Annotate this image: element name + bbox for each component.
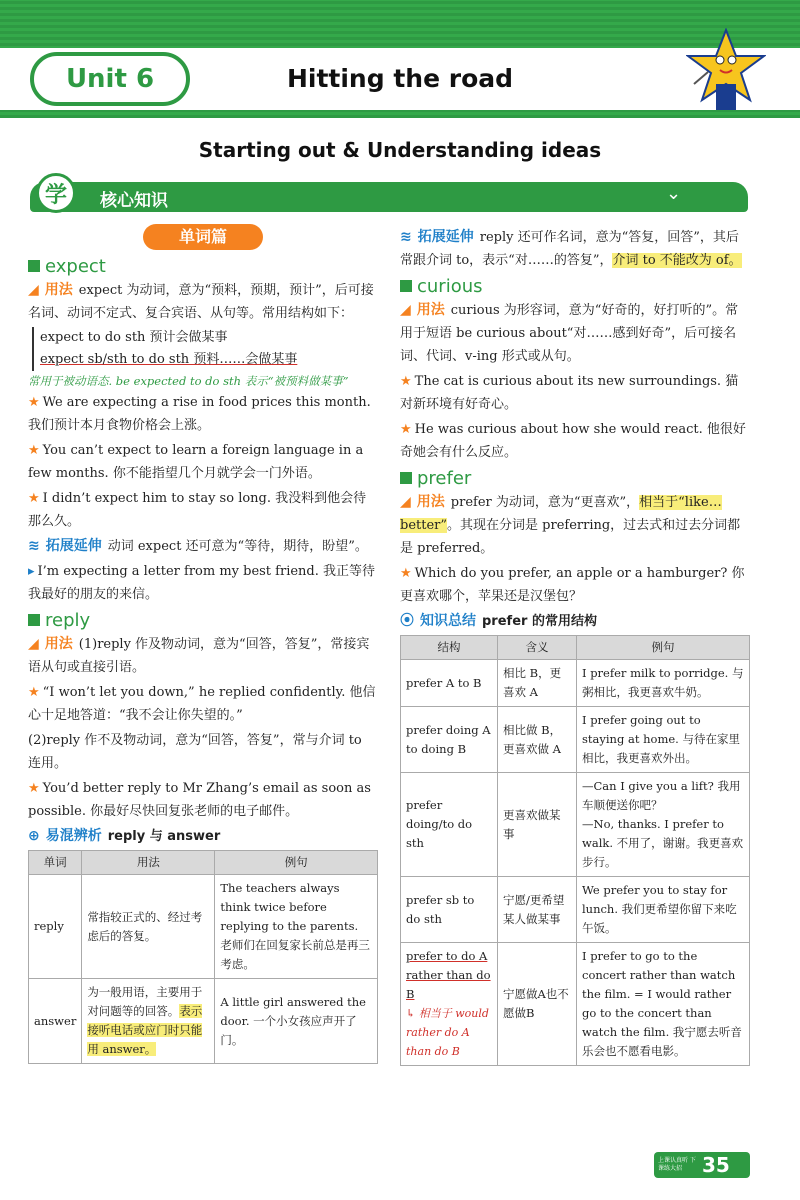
table-cell: 常指较正式的、经过考虑后的答复。 <box>82 875 215 979</box>
star-bullet-icon: ★ <box>400 566 412 581</box>
word-heading-reply: reply <box>28 610 378 631</box>
extension-label: 拓展延伸 <box>417 229 474 245</box>
right-column <box>400 224 750 1066</box>
table-cell: 相比 B，更喜欢 A <box>498 660 577 707</box>
table-cell: I prefer to go to the concert rather than watch the film. = I would rather go to the concert than watch the film. 我宁愿去听音乐会也不愿看电影。 <box>577 943 750 1066</box>
example-sentence: ▸ I’m expecting a letter from my best friend. 我正等待我最好的朋友的来信。 <box>28 564 376 602</box>
table-header-row <box>29 851 378 875</box>
handwritten-note: ↳ 相当于 would rather do A than do B <box>406 1007 489 1058</box>
table-cell: prefer to do A rather than do B ↳ 相当于 would rather do A than do B <box>401 943 498 1066</box>
example-sentence: ★ We are expecting a rise in food prices this month. 我们预计本月食物价格会上涨。 <box>28 395 371 433</box>
pencil-icon: ◢ <box>28 282 39 298</box>
triangle-bullet-icon: ▸ <box>28 564 35 579</box>
page-number: 35 <box>702 1153 730 1177</box>
table-header: 含义 <box>498 636 577 660</box>
pencil-icon: ◢ <box>400 302 411 318</box>
table-cell: answer <box>29 979 82 1064</box>
square-bullet-icon <box>28 260 40 272</box>
example-sentence: ★ I didn’t expect him to stay so long. 我没料到他会待那么久。 <box>28 491 367 529</box>
section-label: 核心知识 <box>100 191 168 211</box>
table-header: 结构 <box>401 636 498 660</box>
page-title: Hitting the road <box>286 64 514 93</box>
table-cell: I prefer going out to staying at home. 与待在家里相比，我更喜欢外出。 <box>577 707 750 773</box>
table-row <box>401 707 750 773</box>
unit-label: Unit 6 <box>30 52 190 106</box>
example-sentence: ★ “I won’t let you down,” he replied confidently. 他信心十足地答道：“我不会让你失望的。” <box>28 685 376 723</box>
wifi-icon: ≋ <box>28 538 40 554</box>
subtitle: Starting out & Understanding ideas <box>198 138 602 162</box>
summary-heading: ⦿ 知识总结 prefer 的常用结构 <box>400 613 597 629</box>
table-header: 用法 <box>82 851 215 875</box>
table-cell: We prefer you to stay for lunch. 我们更希望你留下来吃午饭。 <box>577 877 750 943</box>
star-bullet-icon: ★ <box>28 491 40 506</box>
example-sentence: ★ You can’t expect to learn a foreign language in a few months. 你不能指望几个月就学会一门外语。 <box>28 443 364 481</box>
table-row <box>401 877 750 943</box>
structure-list <box>32 327 378 371</box>
word-heading-prefer: prefer <box>400 468 750 489</box>
extension-paragraph: ≋ 拓展延伸 reply 还可作名词，意为“答复，回答”，其后常跟介词 to，表示“对……的答复”，介词 to 不能改为 of。 <box>400 229 742 268</box>
footer-slogan: 上课认真听 下课练大招 <box>658 1157 696 1172</box>
star-bullet-icon: ★ <box>28 395 40 410</box>
table-header: 单词 <box>29 851 82 875</box>
location-pin-icon: ⦿ <box>400 613 414 629</box>
example-sentence: ★ Which do you prefer, an apple or a hamburger? 你更喜欢哪个，苹果还是汉堡包？ <box>400 566 745 604</box>
table-header-row <box>401 636 750 660</box>
table-cell: prefer doing A to doing B <box>401 707 498 773</box>
summary-table <box>400 635 750 1066</box>
confuse-label: 易混辨析 <box>45 828 102 844</box>
table-cell: 更喜欢做某事 <box>498 773 577 877</box>
left-column <box>28 224 378 1064</box>
chevron-down-icon[interactable]: ⌄ <box>666 183 682 204</box>
extension-paragraph: ≋ 拓展延伸 动词 expect 还可意为“等待，期待，盼望”。 <box>28 538 368 554</box>
usage-label: 用法 <box>44 282 73 298</box>
page-number-badge <box>654 1152 750 1178</box>
table-cell: reply <box>29 875 82 979</box>
table-row <box>29 875 378 979</box>
table-cell: prefer sb to do sth <box>401 877 498 943</box>
table-cell: 宁愿/更希望某人做某事 <box>498 877 577 943</box>
summary-label: 知识总结 <box>420 613 476 629</box>
table-cell: prefer doing/to do sth <box>401 773 498 877</box>
star-mascot-icon <box>686 28 766 114</box>
star-bullet-icon: ★ <box>400 374 412 389</box>
confuse-heading: ⊕ 易混辨析 reply 与 answer <box>28 828 221 844</box>
structure-item: expect sb/sth to do sth 预料……会做某事 <box>40 352 298 367</box>
pencil-icon: ◢ <box>400 494 411 510</box>
vocab-badge: 单词篇 <box>143 224 263 250</box>
table-cell: 为一般用语，主要用于对问题等的回答。表示接听电话或应门时只能用 answer。 <box>82 979 215 1064</box>
structure-item: expect to do sth 预计会做某事 <box>40 330 228 345</box>
wifi-icon: ≋ <box>400 229 412 245</box>
table-cell: prefer A to B <box>401 660 498 707</box>
table-cell: 宁愿做A也不愿做B <box>498 943 577 1066</box>
usage-label: 用法 <box>416 494 445 510</box>
usage-paragraph: ◢ 用法 expect 为动词，意为“预料，预期，预计”，后可接名词、动词不定式、复合宾语、从句等。常用结构如下： <box>28 282 374 321</box>
table-row <box>401 660 750 707</box>
pencil-icon: ◢ <box>28 636 39 652</box>
table-header: 例句 <box>215 851 378 875</box>
study-icon: 学 <box>36 173 76 213</box>
table-cell: I prefer milk to porridge. 与粥相比，我更喜欢牛奶。 <box>577 660 750 707</box>
word-heading-curious: curious <box>400 276 750 297</box>
usage-paragraph: ◢ 用法 (1)reply 作及物动词，意为“回答，答复”，常接宾语从句或直接引语。 <box>28 636 370 675</box>
table-cell: A little girl answered the door. 一个小女孩应声开了门。 <box>215 979 378 1064</box>
square-bullet-icon <box>28 614 40 626</box>
example-sentence: ★ He was curious about how she would react. 他很好奇她会有什么反应。 <box>400 422 746 460</box>
usage-paragraph: ◢ 用法 curious 为形容词，意为“好奇的，好打听的”。常用于短语 be curious about“对……感到好奇”，后可接名词、代词、v-ing 形式或从句。 <box>400 302 739 364</box>
table-row <box>29 979 378 1064</box>
usage-paragraph: ◢ 用法 prefer 为动词，意为“更喜欢”，相当于“like… better”。其现在分词是 preferring，过去式和过去分词都是 preferred。 <box>400 494 741 556</box>
table-row <box>401 943 750 1066</box>
extension-label: 拓展延伸 <box>45 538 102 554</box>
square-bullet-icon <box>400 472 412 484</box>
star-bullet-icon: ★ <box>28 443 40 458</box>
star-bullet-icon: ★ <box>28 781 40 796</box>
table-row <box>401 773 750 877</box>
word-heading-expect: expect <box>28 256 378 277</box>
usage-paragraph: (2)reply 作不及物动词，意为“回答，答复”，常与介词 to 连用。 <box>28 733 362 771</box>
usage-label: 用法 <box>44 636 73 652</box>
table-header: 例句 <box>577 636 750 660</box>
handwritten-note: 常用于被动语态. be expected to do sth 表示“被预料做某事” <box>28 374 349 388</box>
confuse-table <box>28 850 378 1064</box>
square-bullet-icon <box>400 280 412 292</box>
star-bullet-icon: ★ <box>400 422 412 437</box>
star-bullet-icon: ★ <box>28 685 40 700</box>
example-sentence: ★ You’d better reply to Mr Zhang’s email as soon as possible. 你最好尽快回复张老师的电子邮件。 <box>28 781 371 819</box>
magnifier-icon: ⊕ <box>28 828 40 844</box>
table-cell: —Can I give you a lift? 我用车顺便送你吧？ —No, thanks. I prefer to walk. 不用了，谢谢。我更喜欢步行。 <box>577 773 750 877</box>
table-cell: 相比做 B，更喜欢做 A <box>498 707 577 773</box>
table-cell: The teachers always think twice before replying to the parents. 老师们在回复家长前总是再三考虑。 <box>215 875 378 979</box>
example-sentence: ★ The cat is curious about its new surroundings. 猫对新环境有好奇心。 <box>400 374 739 412</box>
usage-label: 用法 <box>416 302 445 318</box>
